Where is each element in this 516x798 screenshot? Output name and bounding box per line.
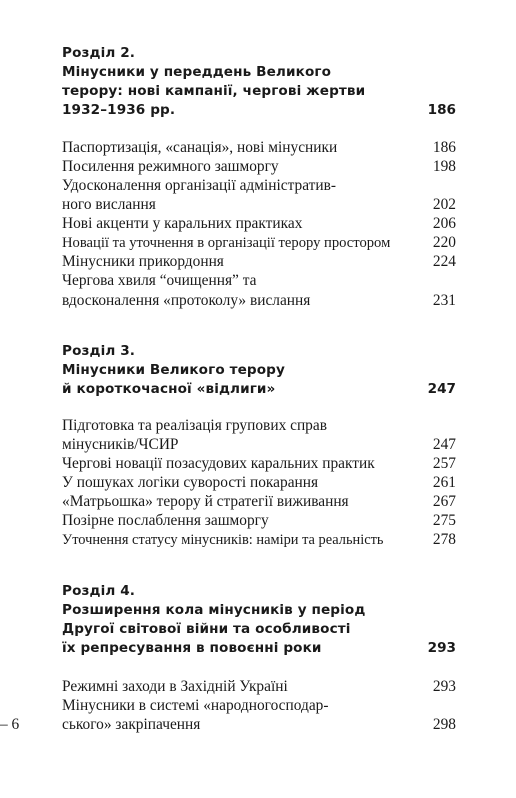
section-heading-title: терору: нові кампанії, чергові жертви	[62, 83, 366, 99]
toc-entry-page: 257	[432, 455, 456, 472]
section-heading-label: Розділ 4.	[62, 583, 136, 599]
toc-entry-page: 202	[432, 196, 456, 213]
toc-entry-page: 206	[432, 215, 456, 232]
toc-entry: Посилення режимного зашморгу	[62, 158, 279, 175]
toc-entry-page: 224	[432, 253, 456, 270]
toc-entry-page: 186	[432, 139, 456, 156]
toc-entry-page: 293	[432, 678, 456, 695]
toc-entry: Паспортизація, «санація», нові мінусники	[62, 139, 338, 156]
toc-entry-page: 261	[432, 474, 456, 491]
toc-entry: Позірне послаблення зашморгу	[62, 512, 269, 529]
toc-entry: вдосконалення «протоколу» вислання	[62, 292, 311, 309]
section-heading-title: Розширення кола мінусників у період	[62, 602, 366, 618]
toc-entry: Чергова хвиля “очищення” та	[62, 272, 257, 289]
toc-entry-page: 267	[432, 493, 456, 510]
toc-entry: У пошуках логіки суворості покарання	[62, 474, 319, 491]
toc-entry: Чергові новації позасудових каральних практик	[62, 455, 375, 472]
toc-entry: ського» закріпачення	[62, 716, 201, 733]
page-folio: – 6	[0, 716, 20, 733]
toc-entry: Підготовка та реалізація групових справ	[62, 417, 327, 434]
section-heading-title: їх репресування в повоєнні роки	[62, 640, 322, 656]
section-page-number: 186	[427, 102, 456, 118]
toc-entry: Удосконалення організації адміністратив-	[62, 177, 336, 194]
toc-entry: Уточнення статусу мінусників: наміри та реальність	[62, 532, 384, 548]
section-heading-title: Другої світової війни та особливості	[62, 621, 351, 637]
toc-entry-page: 220	[432, 234, 456, 251]
toc-entry: ного вислання	[62, 196, 156, 213]
toc-entry: Мінусники в системі «народногосподар-	[62, 697, 329, 714]
toc-entry: мінусників/ЧСИР	[62, 436, 179, 453]
toc-entry-page: 247	[432, 436, 456, 453]
toc-entry: Новації та уточнення в організації терору простором	[62, 235, 391, 251]
section-heading-title: Мінусники у переддень Великого	[62, 64, 332, 80]
toc-entry: Мінусники прикордоння	[62, 253, 224, 270]
section-heading-label: Розділ 2.	[62, 45, 136, 61]
toc-entry-page: 231	[432, 292, 456, 309]
toc-entry-page: 298	[432, 716, 456, 733]
section-heading-title: 1932–1936 рр.	[62, 102, 176, 118]
section-heading-title: Мінусники Великого терору	[62, 362, 285, 378]
section-heading-label: Розділ 3.	[62, 343, 136, 359]
toc-entry-page: 278	[432, 531, 456, 548]
toc-entry-page: 275	[432, 512, 456, 529]
toc-entry: Режимні заходи в Західній Україні	[62, 678, 288, 695]
section-page-number: 293	[427, 640, 456, 656]
section-page-number: 247	[427, 381, 456, 397]
toc-entry-page: 198	[432, 158, 456, 175]
toc-entry: Нові акценти у каральних практиках	[62, 215, 303, 232]
toc-entry: «Матрьошка» терору й стратегії виживання	[62, 493, 349, 510]
section-heading-title: й короткочасної «відлиги»	[62, 381, 276, 397]
